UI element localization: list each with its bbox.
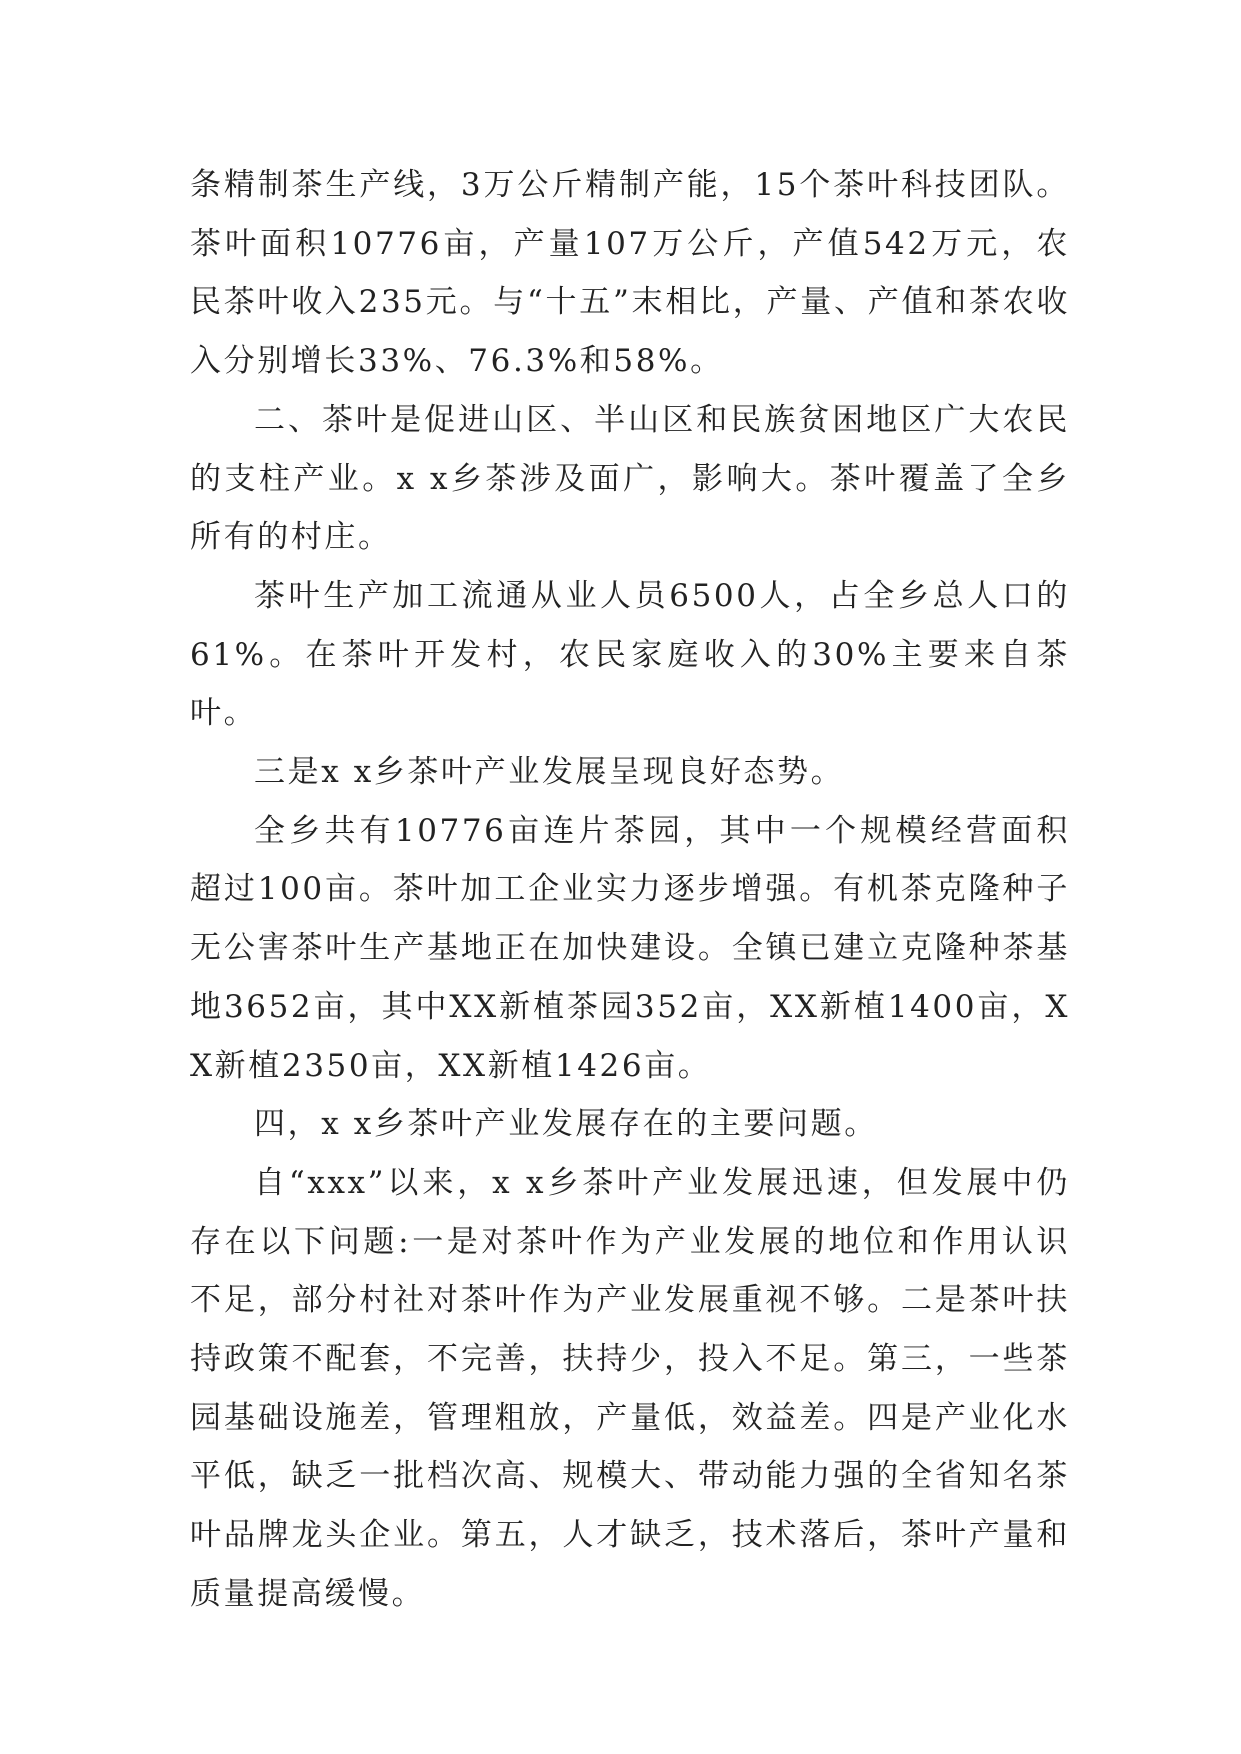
paragraph-continuation: 条精制茶生产线，3万公斤精制产能，15个茶叶科技团队。茶叶面积10776亩，产量107万公斤，产值542万元，农民茶叶收入235元。与“十五”末相比，产量、产值和茶农收入分别增长33%、76.3%和58%。: [190, 167, 1070, 380]
paragraph-tea-gardens: 全乡共有10776亩连片茶园，其中一个规模经营面积超过100亩。茶叶加工企业实力逐步增强。有机茶克隆种子无公害茶叶生产基地正在加快建设。全镇已建立克隆种茶基地3652亩，其中XX新植茶园352亩，XX新植1400亩，XX新植2350亩，XX新植1426亩。: [190, 812, 1070, 1084]
paragraph-point-four: 四，x x乡茶叶产业发展存在的主要问题。: [254, 1106, 878, 1143]
document-body: [190, 156, 1070, 1624]
paragraph-problems: 自“xxx”以来，x x乡茶叶产业发展迅速，但发展中仍存在以下问题:一是对茶叶作为产业发展的地位和作用认识不足，部分村社对茶叶作为产业发展重视不够。二是茶叶扶持政策不配套，不完善，扶持少，投入不足。第三，一些茶园基础设施差，管理粗放，产量低，效益差。四是产业化水平低，缺乏一批档次高、规模大、带动能力强的全省知名茶叶品牌龙头企业。第五，人才缺乏，技术落后，茶叶产量和质量提高缓慢。: [190, 1164, 1070, 1612]
paragraph-point-two: 二、茶叶是促进山区、半山区和民族贫困地区广大农民的支柱产业。x x乡茶涉及面广，影响大。茶叶覆盖了全乡所有的村庄。: [190, 401, 1070, 556]
paragraph-employment: 茶叶生产加工流通从业人员6500人，占全乡总人口的61%。在茶叶开发村，农民家庭收入的30%主要来自茶叶。: [190, 577, 1070, 732]
paragraph-point-three: 三是x x乡茶叶产业发展呈现良好态势。: [254, 754, 845, 791]
